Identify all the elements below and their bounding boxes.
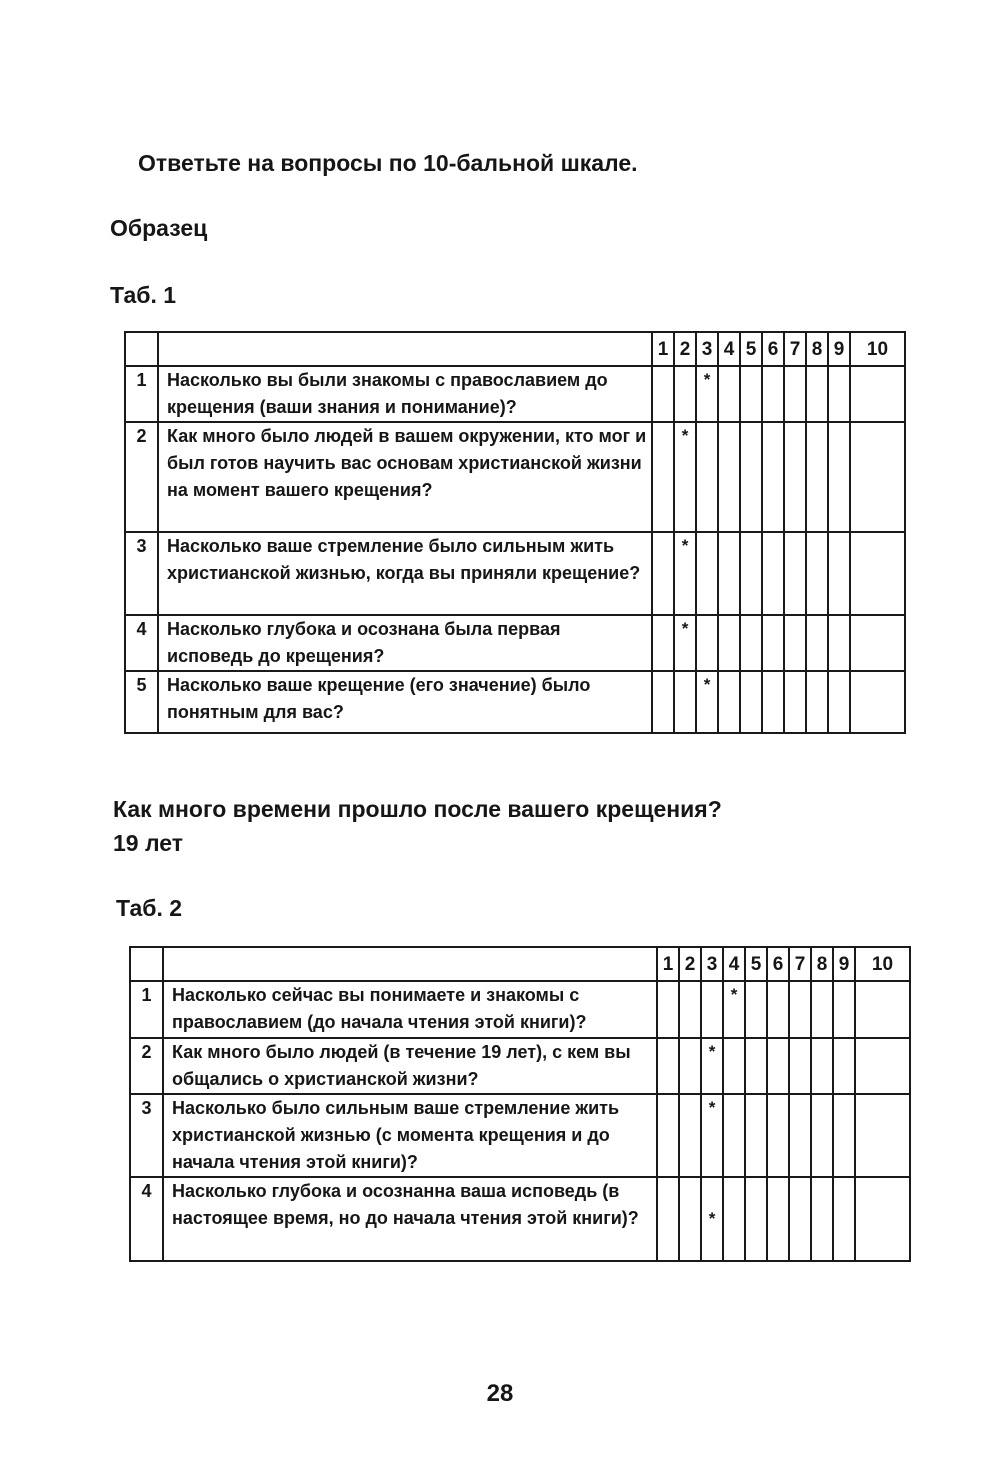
- table2-label: Таб. 2: [116, 895, 183, 921]
- table-row: [130, 1094, 910, 1177]
- rating-cell: [806, 671, 828, 733]
- rating-cell: [784, 615, 806, 671]
- rating-mark: *: [674, 532, 696, 615]
- rating-cell: [828, 422, 850, 532]
- rating-mark: *: [696, 671, 718, 733]
- table-header-row: [130, 947, 910, 981]
- scale-header-cell: 9: [828, 332, 850, 366]
- rating-cell: [745, 1094, 767, 1177]
- table-row: [125, 422, 905, 532]
- scale-header-cell: 6: [767, 947, 789, 981]
- row-number: 4: [130, 1177, 163, 1261]
- table-row: [125, 671, 905, 733]
- rating-mark: *: [674, 422, 696, 532]
- rating-cell: [806, 615, 828, 671]
- scale-header-cell: 3: [701, 947, 723, 981]
- rating-cell: [850, 366, 905, 422]
- table-row: [125, 366, 905, 422]
- table1: [124, 331, 906, 734]
- rating-cell: [657, 1038, 679, 1094]
- scale-header-cell: 9: [833, 947, 855, 981]
- question-text: Насколько ваше стремление было сильным жить христианской жизнью, когда вы приняли крещение?: [158, 532, 652, 615]
- rating-cell: [811, 1038, 833, 1094]
- rating-cell: [740, 366, 762, 422]
- rating-cell: [723, 1177, 745, 1261]
- table2: [129, 946, 911, 1262]
- rating-cell: [723, 1094, 745, 1177]
- page-number: 28: [486, 1380, 514, 1407]
- scale-header-cell: 2: [679, 947, 701, 981]
- rating-cell: [850, 615, 905, 671]
- time-answer: 19 лет: [113, 830, 184, 856]
- rating-cell: [784, 366, 806, 422]
- scale-header-cell: 5: [740, 332, 762, 366]
- scale-header-cell: 4: [723, 947, 745, 981]
- rating-cell: [806, 422, 828, 532]
- scale-header-cell: 8: [806, 332, 828, 366]
- sample-heading: Образец: [110, 215, 208, 241]
- rating-cell: [745, 1177, 767, 1261]
- rating-cell: [828, 532, 850, 615]
- rating-cell: [718, 422, 740, 532]
- time-question: Как много времени прошло после вашего крещения?: [113, 796, 722, 822]
- rating-cell: [652, 366, 674, 422]
- rating-cell: [833, 1177, 855, 1261]
- instruction-text: Ответьте на вопросы по 10-бальной шкале.: [138, 150, 638, 176]
- rating-cell: [767, 981, 789, 1038]
- scale-header-cell: 4: [718, 332, 740, 366]
- scale-header-cell: 5: [745, 947, 767, 981]
- rating-cell: [762, 366, 784, 422]
- row-number: 5: [125, 671, 158, 733]
- rating-cell: [762, 615, 784, 671]
- rating-cell: [828, 366, 850, 422]
- scale-header-cell: 2: [674, 332, 696, 366]
- rating-cell: [789, 1177, 811, 1261]
- rating-cell: [740, 422, 762, 532]
- rating-cell: [784, 422, 806, 532]
- scale-header-cell: 10: [855, 947, 910, 981]
- rating-cell: [652, 532, 674, 615]
- rating-cell: [811, 981, 833, 1038]
- rating-cell: [740, 532, 762, 615]
- rating-mark: *: [701, 1177, 723, 1261]
- rating-cell: [723, 1038, 745, 1094]
- rating-cell: [828, 671, 850, 733]
- rating-cell: [833, 1094, 855, 1177]
- rating-cell: [674, 671, 696, 733]
- rating-mark: *: [701, 1038, 723, 1094]
- question-text: Как много было людей (в течение 19 лет), с кем вы общались о христианской жизни?: [163, 1038, 657, 1094]
- rating-cell: [850, 671, 905, 733]
- header-blank-cell: [158, 332, 652, 366]
- rating-cell: [855, 1038, 910, 1094]
- row-number: 1: [130, 981, 163, 1038]
- rating-cell: [696, 422, 718, 532]
- question-text: Насколько глубока и осознана была первая исповедь до крещения?: [158, 615, 652, 671]
- rating-cell: [652, 671, 674, 733]
- rating-cell: [828, 615, 850, 671]
- header-blank-cell: [125, 332, 158, 366]
- scale-header-cell: 7: [784, 332, 806, 366]
- scale-header-cell: 1: [657, 947, 679, 981]
- rating-cell: [833, 981, 855, 1038]
- scale-header-cell: 8: [811, 947, 833, 981]
- scale-header-cell: 1: [652, 332, 674, 366]
- scale-header-cell: 10: [850, 332, 905, 366]
- rating-cell: [806, 532, 828, 615]
- rating-cell: [784, 671, 806, 733]
- table-row: [125, 532, 905, 615]
- rating-cell: [718, 532, 740, 615]
- rating-cell: [657, 1177, 679, 1261]
- table-row: [130, 1038, 910, 1094]
- rating-cell: [657, 1094, 679, 1177]
- rating-cell: [679, 1177, 701, 1261]
- rating-mark: *: [696, 366, 718, 422]
- rating-cell: [850, 532, 905, 615]
- row-number: 1: [125, 366, 158, 422]
- row-number: 4: [125, 615, 158, 671]
- rating-cell: [767, 1177, 789, 1261]
- table-row: [125, 615, 905, 671]
- rating-mark: *: [701, 1094, 723, 1177]
- scale-header-cell: 7: [789, 947, 811, 981]
- rating-cell: [767, 1094, 789, 1177]
- rating-cell: [811, 1177, 833, 1261]
- question-text: Насколько глубока и осознанна ваша исповедь (в настоящее время, но до начала чтения этой книги)?: [163, 1177, 657, 1261]
- header-blank-cell: [130, 947, 163, 981]
- scale-header-cell: 6: [762, 332, 784, 366]
- table-row: [130, 981, 910, 1038]
- rating-cell: [784, 532, 806, 615]
- rating-mark: *: [674, 615, 696, 671]
- rating-cell: [718, 615, 740, 671]
- rating-cell: [679, 1094, 701, 1177]
- question-text: Насколько было сильным ваше стремление жить христианской жизнью (с момента крещения и до начала чтения этой книги)?: [163, 1094, 657, 1177]
- rating-cell: [789, 981, 811, 1038]
- rating-cell: [855, 1177, 910, 1261]
- scale-header-cell: 3: [696, 332, 718, 366]
- rating-cell: [789, 1038, 811, 1094]
- rating-cell: [657, 981, 679, 1038]
- rating-cell: [718, 366, 740, 422]
- table1-label: Таб. 1: [110, 282, 177, 308]
- rating-cell: [696, 532, 718, 615]
- rating-cell: [855, 1094, 910, 1177]
- question-text: Насколько ваше крещение (его значение) было понятным для вас?: [158, 671, 652, 733]
- row-number: 3: [125, 532, 158, 615]
- question-text: Как много было людей в вашем окружении, кто мог и был готов научить вас основам христианской жизни на момент вашего крещения?: [158, 422, 652, 532]
- rating-cell: [740, 671, 762, 733]
- question-text: Насколько сейчас вы понимаете и знакомы с православием (до начала чтения этой книги)?: [163, 981, 657, 1038]
- rating-cell: [855, 981, 910, 1038]
- row-number: 2: [130, 1038, 163, 1094]
- rating-cell: [789, 1094, 811, 1177]
- row-number: 3: [130, 1094, 163, 1177]
- rating-cell: [762, 422, 784, 532]
- rating-cell: [652, 615, 674, 671]
- rating-cell: [674, 366, 696, 422]
- rating-cell: [806, 366, 828, 422]
- rating-cell: [701, 981, 723, 1038]
- rating-cell: [833, 1038, 855, 1094]
- rating-cell: [740, 615, 762, 671]
- rating-cell: [679, 1038, 701, 1094]
- rating-cell: [767, 1038, 789, 1094]
- row-number: 2: [125, 422, 158, 532]
- rating-mark: *: [723, 981, 745, 1038]
- rating-cell: [811, 1094, 833, 1177]
- header-blank-cell: [163, 947, 657, 981]
- rating-cell: [850, 422, 905, 532]
- table-row: [130, 1177, 910, 1261]
- rating-cell: [652, 422, 674, 532]
- rating-cell: [718, 671, 740, 733]
- rating-cell: [745, 981, 767, 1038]
- rating-cell: [679, 981, 701, 1038]
- rating-cell: [696, 615, 718, 671]
- rating-cell: [745, 1038, 767, 1094]
- rating-cell: [762, 532, 784, 615]
- table-header-row: [125, 332, 905, 366]
- rating-cell: [762, 671, 784, 733]
- question-text: Насколько вы были знакомы с православием до крещения (ваши знания и понимание)?: [158, 366, 652, 422]
